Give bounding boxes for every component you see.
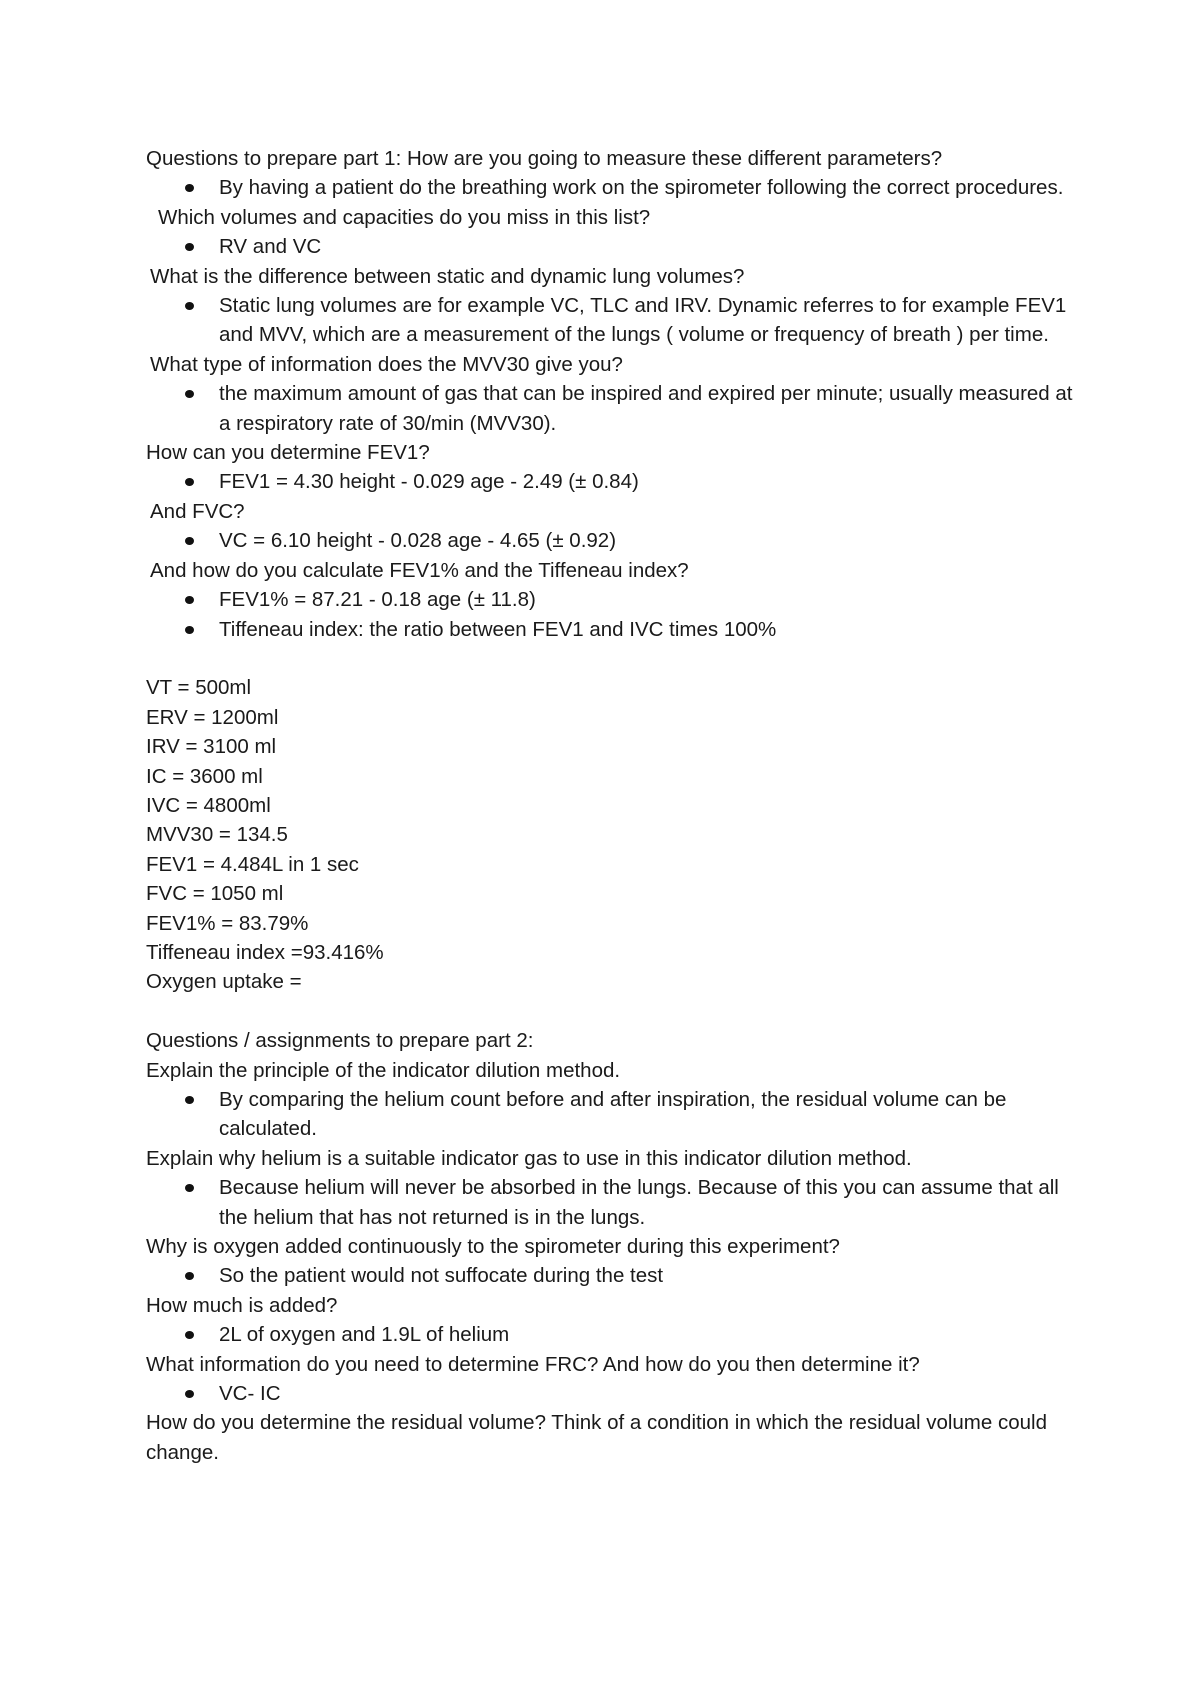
part2-question-amount: How much is added? [146,1293,338,1317]
bullet-item [146,1173,1076,1232]
answer-list [146,467,1076,496]
bullet-item [146,1379,1076,1408]
answer-text: RV and VC [219,235,322,259]
bullet-icon [185,184,194,192]
bullet-icon [185,390,194,398]
bullet-icon [185,537,194,545]
bullet-icon [185,243,194,251]
value-line: Tiffeneau index =93.416% [146,940,384,964]
answer-list [146,1379,1076,1408]
bullet-item [146,526,1076,555]
part1-question-measure: Questions to prepare part 1: How are you going to measure these different parameters? [146,147,943,170]
bullet-item [146,585,1076,614]
blank-line [146,997,1076,1026]
answer-text: By having a patient do the breathing work on the spirometer following the correct procedures. [219,176,1064,200]
value-line: FVC = 1050 ml [146,882,284,906]
part1-question-static-dynamic: What is the difference between static and dynamic lung volumes? [150,264,745,288]
answer-list [146,291,1076,350]
answer-text: Static lung volumes are for example VC, TLC and IRV. Dynamic referres to for example FEV1 and MVV, which are a measurement of the lungs ( volume or frequency of breath ) per time. [219,294,1067,347]
answer-list [146,232,1076,261]
answer-list [146,585,1076,644]
answer-text: VC = 6.10 height - 0.028 age - 4.65 (± 0.92) [219,529,617,553]
bullet-icon [185,596,194,604]
value-line: MVV30 = 134.5 [146,823,288,847]
bullet-item [146,467,1076,496]
bullet-icon [185,478,194,486]
answer-text: FEV1 = 4.30 height - 0.029 age - 2.49 (± 0.84) [219,470,639,494]
answer-text: 2L of oxygen and 1.9L of helium [219,1323,510,1347]
answer-text: By comparing the helium count before and after inspiration, the residual volume can be calculated. [219,1087,1007,1141]
part1-question-fvc: And FVC? [150,499,245,523]
bullet-icon [185,302,194,310]
part2-question-frc: What information do you need to determine FRC? And how do you then determine it? [146,1352,920,1376]
value-line: Oxygen uptake = [146,970,302,994]
part1-question-missing: Which volumes and capacities do you miss in this list? [158,205,651,229]
bullet-item [146,379,1076,438]
part1-question-mvv30: What type of information does the MVV30 give you? [150,352,623,376]
bullet-icon [185,1184,194,1192]
answer-list [146,173,1076,202]
value-line: IRV = 3100 ml [146,735,277,759]
answer-list [146,1173,1076,1232]
answer-text: So the patient would not suffocate during the test [219,1264,664,1288]
bullet-icon [185,1096,194,1104]
bullet-item [146,232,1076,261]
bullet-item [146,1085,1076,1144]
answer-list [146,526,1076,555]
answer-text: VC- IC [219,1382,281,1406]
measured-values [146,673,1076,996]
answer-text: Because helium will never be absorbed in the lungs. Because of this you can assume that all the helium that has not returned is in the lungs. [219,1176,1059,1229]
part2-question-dilution: Explain the principle of the indicator dilution method. [146,1058,621,1082]
bullet-icon [185,626,194,634]
part2-question-residual: How do you determine the residual volume? Think of a condition in which the residual volume could change. [146,1411,1047,1464]
bullet-item [146,1261,1076,1290]
value-line: ERV = 1200ml [146,705,279,729]
bullet-icon [185,1390,194,1398]
answer-list [146,1261,1076,1290]
value-line: IVC = 4800ml [146,793,271,817]
answer-text: FEV1% = 87.21 - 0.18 age (± 11.8) [219,588,536,612]
answer-list [146,1085,1076,1144]
document-body [146,144,1076,1467]
answer-list [146,379,1076,438]
part2-question-oxygen: Why is oxygen added continuously to the spirometer during this experiment? [146,1235,840,1258]
bullet-item [146,291,1076,350]
value-line: FEV1% = 83.79% [146,911,309,935]
bullet-icon [185,1272,194,1280]
bullet-item [146,615,1076,644]
answer-text: Tiffeneau index: the ratio between FEV1 and IVC times 100% [219,617,777,641]
bullet-icon [185,1331,194,1339]
bullet-item [146,173,1076,202]
answer-text: the maximum amount of gas that can be inspired and expired per minute; usually measured at a respiratory rate of 30/min (MVV30). [219,382,1073,435]
value-line: IC = 3600 ml [146,764,263,788]
value-line: FEV1 = 4.484L in 1 sec [146,852,359,876]
part2-heading: Questions / assignments to prepare part 2: [146,1029,534,1053]
part1-question-fev1: How can you determine FEV1? [146,441,430,465]
bullet-item [146,1320,1076,1349]
part1-question-tiffeneau: And how do you calculate FEV1% and the Tiffeneau index? [150,558,689,582]
answer-list [146,1320,1076,1349]
part2-question-helium: Explain why helium is a suitable indicator gas to use in this indicator dilution method. [146,1146,912,1170]
value-line: VT = 500ml [146,676,252,700]
blank-line [146,644,1076,673]
